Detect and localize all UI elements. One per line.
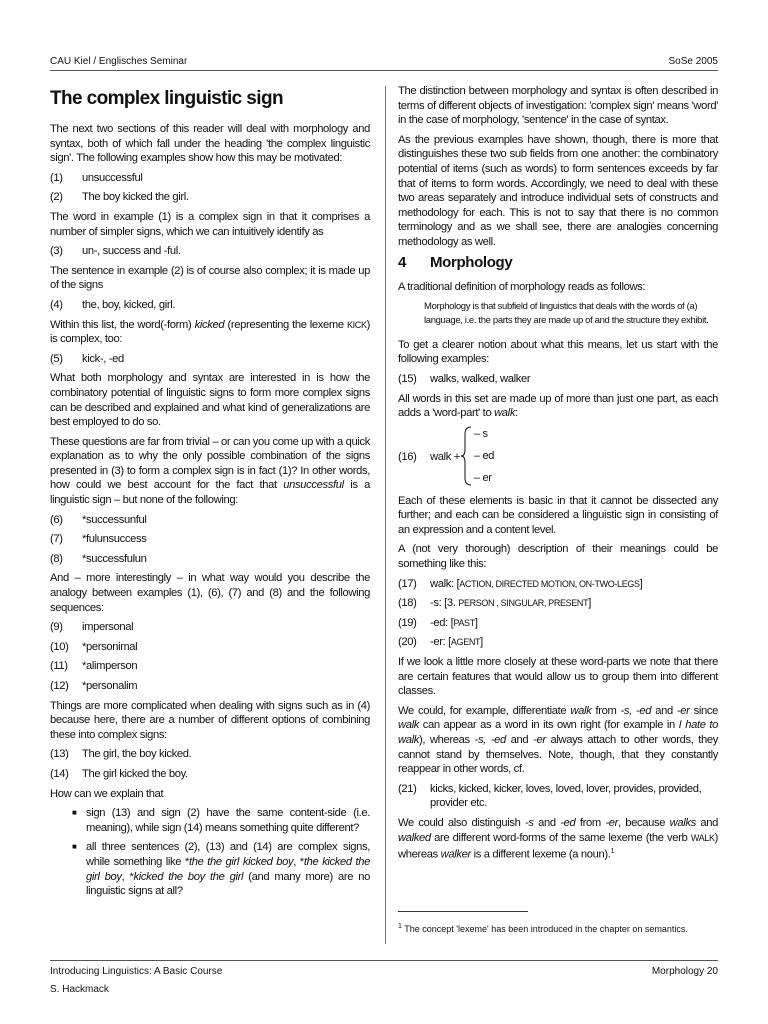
- footer-left-1: Introducing Linguistics: A Basic Course: [50, 966, 223, 977]
- text-run: ]: [639, 577, 643, 590]
- example-text: kick-, -ed: [82, 352, 124, 365]
- bullet-text: [86, 840, 370, 898]
- example-text: [430, 616, 718, 631]
- text-run: from: [591, 704, 621, 717]
- example-5: [50, 352, 370, 367]
- text-run: AGENT: [450, 637, 481, 648]
- example-number: (17): [398, 577, 417, 590]
- text-run: ) whereas: [398, 831, 718, 861]
- bullet-text: sign (13) and sign (2) have the same content-side (i.e. meaning), while sign (14) means something quite different?: [86, 807, 370, 834]
- text-run: -s, -ed: [474, 734, 506, 746]
- text-run: ]: [480, 636, 483, 649]
- paragraph: How can we explain that: [50, 787, 164, 800]
- text-run: and: [695, 816, 718, 829]
- page-title: The complex linguistic sign: [50, 88, 283, 109]
- example-number: (13): [50, 748, 69, 761]
- example-text: *alimperson: [82, 660, 138, 673]
- left-column: [50, 84, 370, 904]
- example-number: (12): [50, 680, 69, 692]
- text-run: Within this list, the word(-form): [50, 318, 195, 331]
- example-number: (10): [50, 640, 69, 653]
- footer-page-number: Morphology 20: [651, 966, 718, 977]
- right-column: [398, 84, 718, 867]
- suffix-er: – er: [474, 471, 492, 484]
- bullet-item: [72, 806, 370, 835]
- example-9: [50, 620, 370, 635]
- example-19: [398, 616, 718, 631]
- text-run: are different word-forms of the same lexeme (the verb: [430, 831, 691, 844]
- section-heading: [398, 253, 718, 271]
- example-text: *successfulun: [82, 552, 147, 565]
- paragraph: To get a clearer notion about what this means, let us start with the following examples:: [398, 338, 718, 366]
- example-number: (7): [50, 533, 63, 546]
- text-run: ACTION, DIRECTED MOTION, ON-TWO-LEGS: [459, 578, 640, 589]
- example-text: *personimal: [82, 640, 138, 653]
- paragraph: What both morphology and syntax are interested in is how the combinatory potential of linguistic signs to form more complex signs can be described and explained and what kind of generalizations are best employed to do so.: [50, 372, 370, 429]
- text-run: We could also distinguish: [398, 816, 526, 829]
- stem-text: walk +: [430, 450, 460, 463]
- text-run: -er: [533, 734, 546, 746]
- text-run: -er: [605, 816, 619, 829]
- suffix-s: – s: [474, 427, 488, 440]
- footnote: [398, 923, 718, 934]
- text-run: I hate to walk: [398, 719, 718, 746]
- example-number: (2): [50, 191, 63, 204]
- example-number: (21): [398, 782, 417, 795]
- text-run: , *: [293, 855, 304, 868]
- example-10: [50, 640, 370, 655]
- example-text: [430, 635, 718, 650]
- text-run: the kicked the girl boy: [86, 855, 371, 883]
- section-title: Morphology: [430, 253, 513, 271]
- example-number: (9): [50, 621, 63, 634]
- header-right: SoSe 2005: [668, 56, 718, 67]
- example-18: [398, 596, 718, 611]
- header-left: CAU Kiel / Englisches Seminar: [50, 56, 188, 67]
- example-number: (16): [398, 450, 417, 463]
- example-11: [50, 659, 370, 674]
- footer-rule: [50, 960, 718, 961]
- example-number: (3): [50, 245, 63, 258]
- footnote-mark: 1: [398, 923, 402, 930]
- footnote-rule: [398, 911, 528, 912]
- example-21: [398, 782, 718, 811]
- footnote-ref[interactable]: 1: [610, 848, 615, 856]
- paragraph: [50, 435, 370, 508]
- example-20: [398, 635, 718, 650]
- example-6: [50, 513, 370, 528]
- section-number: 4: [398, 253, 406, 271]
- example-text: The boy kicked the girl.: [82, 191, 189, 204]
- text-run: These questions are far from trivial – or can you come up with a quick explanation as to why the only possible combination of the signs presented in (3) to form a complex sign is in fact (1)? In other words, how could we best account for the fact that: [50, 435, 370, 492]
- example-8: [50, 552, 370, 567]
- text-run: ]: [588, 597, 591, 610]
- text-run: can appear as a word in its own right (for example in: [418, 719, 679, 732]
- text-run: WALK: [690, 832, 715, 843]
- text-run: walked: [398, 831, 431, 844]
- paragraph: The next two sections of this reader will deal with morphology and syntax, both of which fall under the heading 'the complex linguistic sign'. The following examples show how this may be motivated:: [50, 123, 370, 165]
- paragraph: Each of these elements is basic in that it cannot be dissected any further; and each can be considered a linguistic sign in consisting of an expression and a content level.: [398, 494, 718, 536]
- example-number: (4): [50, 298, 63, 311]
- example-7: [50, 532, 370, 547]
- column-divider: [385, 86, 386, 944]
- example-text: *fulunsuccess: [82, 533, 147, 546]
- example-number: (14): [50, 767, 69, 780]
- text-run: kicked: [194, 318, 225, 331]
- example-number: (6): [50, 513, 63, 526]
- text-run: ) is complex, too:: [50, 318, 370, 346]
- example-16: [398, 426, 718, 488]
- example-number: (1): [50, 171, 63, 184]
- paragraph: As the previous examples have shown, though, there is more that distinguishes these two sub fields from one another: the combinatory potential of items (such as words) to form sentences exceeds by far that of items to form words. Accordingly, we need to deal with these two areas separately and introduce individual sets of constructs and methodology for each. This is not to say that there is no common terminology and as we shall see, there are analogies concerning methodology as well.: [398, 133, 718, 248]
- text-run: PAST: [453, 617, 475, 628]
- bullet-icon: ■: [72, 842, 77, 852]
- text-run: -s, -ed: [620, 704, 652, 717]
- example-17: [398, 577, 718, 592]
- text-run: walks: [669, 816, 696, 829]
- example-number: (18): [398, 597, 417, 610]
- paragraph: [398, 816, 718, 863]
- text-run: kicked the boy the girl: [133, 870, 244, 883]
- example-text: the, boy, kicked, girl.: [82, 298, 176, 311]
- text-run: , because: [618, 816, 670, 829]
- example-text: [430, 596, 718, 611]
- bullet-icon: ■: [72, 808, 77, 818]
- text-run: from: [575, 816, 606, 829]
- suffix-ed: – ed: [474, 449, 495, 462]
- page-header: [50, 56, 718, 67]
- text-run: is a linguistic sign – but none of the following:: [50, 479, 370, 507]
- definition-quote: Morphology is that subfield of linguistics that deals with the words of (a) language, i.e. the parts they are made up of and the structure they exhibit.: [424, 300, 709, 326]
- text-run: All words in this set are made up of more than just one part, as each adds a 'word-part' to: [398, 392, 718, 420]
- text-run: ), whereas: [418, 734, 475, 746]
- text-run: is a different lexeme (a noun).: [470, 848, 611, 861]
- text-run: -s: [525, 816, 534, 829]
- curly-brace-icon: [460, 426, 472, 486]
- text-run: We could, for example, differentiate: [398, 704, 571, 717]
- paragraph: And – more interestingly – in what way would you describe the analogy between examples (1), (6), (7) and (8) and the following sequences:: [50, 572, 370, 614]
- text-run: (representing the lexeme: [224, 318, 347, 331]
- example-text: un-, success and -ful.: [82, 245, 181, 258]
- example-text: The girl kicked the boy.: [82, 767, 188, 780]
- example-14: [50, 767, 370, 782]
- header-rule: [50, 70, 718, 71]
- example-2: [50, 190, 370, 205]
- text-run: and: [505, 734, 534, 746]
- text-run: since: [689, 704, 718, 717]
- example-12: [50, 679, 370, 694]
- example-number: (8): [50, 552, 63, 565]
- text-run: and: [533, 816, 561, 829]
- text-run: -ed: [: [430, 616, 454, 629]
- text-run: -s: [3.: [430, 597, 459, 610]
- text-run: always attach to other words, they cannot stand by themselves. Note, though, that they constantly reappear in other words, cf.: [398, 734, 718, 776]
- example-text: The girl, the boy kicked.: [82, 748, 192, 761]
- text-run: the the girl kicked boy: [188, 855, 294, 868]
- paragraph: The sentence in example (2) is of course also complex; it is made up of the signs: [50, 264, 370, 292]
- example-1: [50, 171, 370, 186]
- paragraph: A traditional definition of morphology reads as follows:: [398, 281, 646, 294]
- paragraph: Things are more complicated when dealing with signs such as in (4) because here, there are a number of different options of combining these into complex signs:: [50, 699, 370, 741]
- text-run: (and many more) are no linguistic signs at all?: [86, 870, 371, 898]
- example-text: impersonal: [82, 621, 134, 634]
- text-run: walk: [: [430, 577, 460, 590]
- example-text: walks, walked, walker: [430, 372, 531, 385]
- example-number: (15): [398, 372, 417, 385]
- text-run: , *: [121, 870, 134, 883]
- example-text: *successunful: [82, 513, 147, 526]
- paragraph: [398, 392, 718, 421]
- text-run: walk: [494, 407, 516, 420]
- text-run: PERSON , SINGULAR, PRESENT: [458, 598, 589, 609]
- text-run: -er: [676, 704, 690, 717]
- text-run: and: [651, 704, 677, 717]
- paragraph: The word in example (1) is a complex sign in that it comprises a number of simpler signs, which we can intuitively identify as: [50, 210, 370, 238]
- example-text: *personalim: [82, 680, 138, 692]
- example-number: (11): [50, 660, 68, 673]
- text-run: unsuccessful: [283, 479, 344, 492]
- example-text: unsuccessful: [82, 171, 143, 184]
- text-run: -ed: [560, 816, 576, 829]
- bullet-item: [72, 840, 370, 898]
- text-run: walk: [398, 719, 419, 732]
- text-run: -er: [: [430, 636, 451, 649]
- text-run: walker: [440, 848, 471, 861]
- example-text: kicks, kicked, kicker, loves, loved, lover, provides, provided, provider etc.: [430, 782, 702, 810]
- paragraph: [50, 318, 370, 347]
- example-text: [430, 577, 718, 592]
- example-number: (5): [50, 352, 63, 365]
- paragraph: If we look a little more closely at these word-parts we note that there are certain features that would allow us to group them into different classes.: [398, 656, 718, 698]
- example-4: [50, 298, 370, 313]
- example-13: [50, 747, 370, 762]
- text-run: walk: [570, 704, 592, 717]
- example-number: (20): [398, 636, 417, 649]
- text-run: ]: [474, 616, 478, 629]
- example-number: (19): [398, 616, 417, 629]
- text-run: all three sentences (2), (13) and (14) are complex signs, while something like *: [86, 841, 370, 868]
- text-run: :: [515, 407, 518, 420]
- example-15: [398, 372, 718, 387]
- paragraph: [398, 704, 718, 777]
- paragraph: A (not very thorough) description of their meanings could be something like this:: [398, 543, 718, 571]
- example-3: [50, 244, 370, 259]
- footnote-text: The concept 'lexeme' has been introduced in the chapter on semantics.: [404, 924, 688, 934]
- footer-left-2: S. Hackmack: [50, 984, 109, 995]
- text-run: KICK: [347, 319, 367, 330]
- paragraph: The distinction between morphology and syntax is often described in terms of different objects of investigation: 'complex sign' means 'word' in the case of morphology, 'sentence' in the case of syntax.: [398, 85, 718, 127]
